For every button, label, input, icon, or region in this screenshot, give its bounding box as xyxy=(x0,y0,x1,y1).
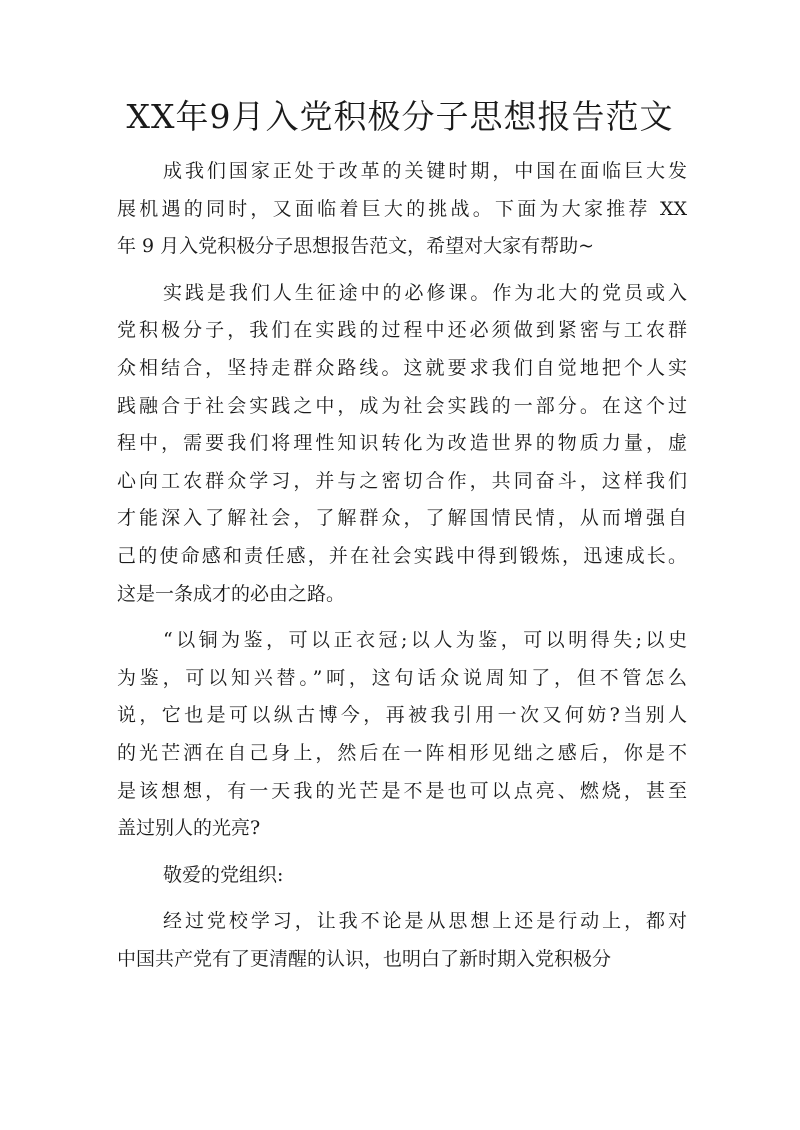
paragraph-line: 践融合于社会实践之中，成为社会实践的一部分。在这个过 xyxy=(117,394,687,417)
paragraph-line: 才能深入了解社会，了解群众，了解国情民情，从而增强自 xyxy=(117,507,687,530)
paragraph-line: 众相结合，坚持走群众路线。这就要求我们自觉地把个人实 xyxy=(117,356,687,379)
paragraph-line: 的光芒洒在自己身上，然后在一阵相形见绌之感后，你是不 xyxy=(117,741,687,764)
paragraph-line: 展机遇的同时，又面临着巨大的挑战。下面为大家推荐 XX xyxy=(117,197,687,220)
paragraph-line: 经过党校学习，让我不论是从思想上还是行动上，都对 xyxy=(163,910,687,933)
paragraph-line: 心向工农群众学习，并与之密切合作，共同奋斗，这样我们 xyxy=(117,469,687,492)
paragraph-line: 程中，需要我们将理性知识转化为改造世界的物质力量，虚 xyxy=(117,432,687,455)
paragraph-line: 成我们国家正处于改革的关键时期，中国在面临巨大发 xyxy=(163,160,687,182)
paragraph-line: 为鉴，可以知兴替。”呵，这句话众说周知了，但不管怎么 xyxy=(117,666,687,689)
paragraph-line: 是该想想，有一天我的光芒是不是也可以点亮、燃烧，甚至 xyxy=(117,779,687,802)
paragraph xyxy=(117,275,687,613)
paragraph-line: 中国共产党有了更清醒的认识，也明白了新时期入党积极分 xyxy=(117,947,612,970)
paragraph-line: 敬爱的党组织: xyxy=(163,863,284,886)
paragraph-line: 说，它也是可以纵古博今，再被我引用一次又何妨?当别人 xyxy=(117,704,687,727)
paragraph xyxy=(117,857,687,895)
paragraph xyxy=(117,153,687,266)
document-title: XX年9月入党积极分子思想报告范文 xyxy=(126,97,674,136)
paragraph xyxy=(117,903,687,978)
paragraph xyxy=(117,622,687,848)
paragraph-line: 盖过别人的光亮? xyxy=(117,817,261,840)
paragraph-line: 这是一条成才的必由之路。 xyxy=(117,582,346,605)
paragraph-line: 党积极分子，我们在实践的过程中还必须做到紧密与工农群 xyxy=(117,319,687,342)
paragraph-line: “以铜为鉴，可以正衣冠;以人为鉴，可以明得失;以史 xyxy=(163,629,687,652)
paragraph-line: 己的使命感和责任感，并在社会实践中得到锻炼，迅速成长。 xyxy=(117,544,687,567)
paragraph-line: 年 9 月入党积极分子思想报告范文，希望对大家有帮助~ xyxy=(117,235,595,258)
document-body xyxy=(117,153,687,987)
paragraph-line: 实践是我们人生征途中的必修课。作为北大的党员或入 xyxy=(163,281,687,304)
